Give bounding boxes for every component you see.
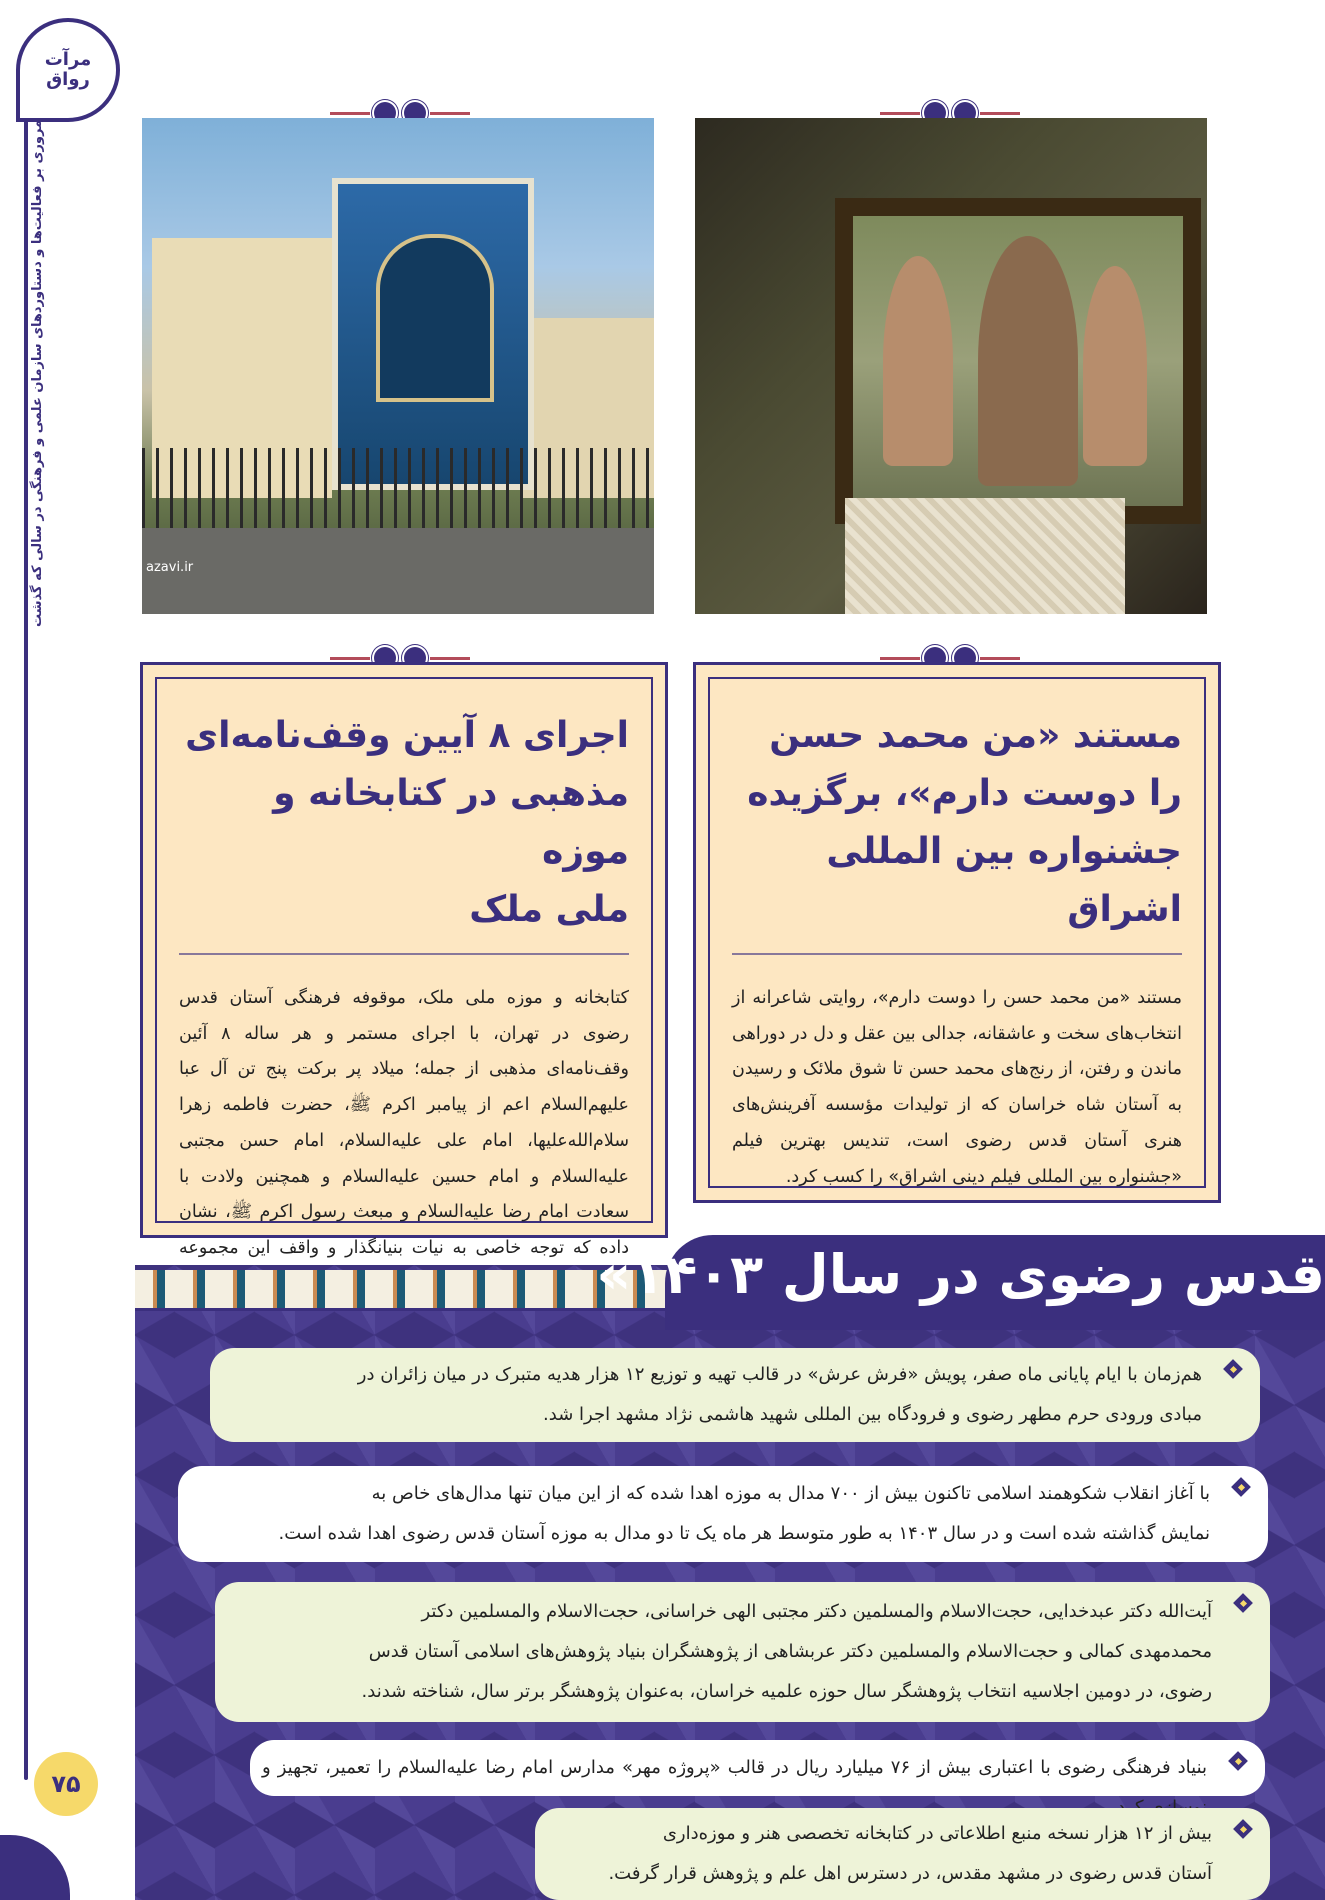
photo-documentary-portrait	[695, 118, 1207, 614]
item-line: نمایش گذاشته شده است و در سال ۱۴۰۳ به طور متوسط هر ماه یک تا دو مدال به موزه آستان قدس رضوی اهدا شده است.	[278, 1523, 1210, 1544]
item-text	[237, 1592, 1212, 1712]
article-card-documentary	[693, 662, 1221, 1203]
body-line: حسن تا شوق ملائک و رسیدن به آستان شاه خراسان	[732, 1059, 1183, 1116]
page-margin	[0, 0, 92, 1900]
highlight-item	[250, 1740, 1265, 1796]
photo-malek-library	[142, 118, 654, 614]
item-line: رضوی، در دومین اجلاسیه انتخاب پژوهشگر سال حوزه علمیه خراسان، به‌عنوان پژوهشگر برتر سال، شناخته شدند.	[361, 1681, 1212, 1702]
item-line: هم‌زمان با ایام پایانی ماه صفر، پویش «فرش عرش» در قالب تهیه و توزیع ۱۲ هزار هدیه متبرک در میان زائران در	[357, 1364, 1202, 1385]
item-line: آستان قدس رضوی در مشهد مقدس، در دسترس اهل علم و پژوهش قرار گرفت.	[608, 1863, 1212, 1884]
title-divider	[179, 953, 629, 955]
body-line: عقل و دل در دوراهی ماندن و رفتن، از رنج‌های محمد	[732, 1023, 1183, 1080]
title-line: را دوست دارم»، برگزیده	[747, 773, 1182, 814]
child-figure-right	[1083, 266, 1147, 466]
body-line: رضوی است، تندیس بهترین فیلم «جشنواره بین المللی	[732, 1130, 1182, 1187]
highlight-item	[178, 1466, 1268, 1562]
item-line: با آغاز انقلاب شکوهمند اسلامی تاکنون بیش از ۷۰۰ مدال به موزه اهدا شده که از این میان تنها مدال‌های خاص به	[371, 1483, 1210, 1504]
item-line: آیت‌الله دکتر عبدخدایی، حجت‌الاسلام والمسلمین دکتر مجتبی الهی خراسانی، حجت‌الاسلام والمسلمین دکتر	[421, 1601, 1212, 1622]
ornament-bullet-icon	[1232, 1596, 1256, 1612]
margin-line	[24, 100, 28, 1780]
highlight-item	[210, 1348, 1260, 1442]
body-line: و واقف این مجموعه	[179, 1237, 337, 1258]
body-line: آئین وقف‌نامه‌ای مذهبی از جمله؛ میلاد پر برکت پنج	[179, 1023, 629, 1080]
street	[142, 528, 654, 614]
photo-credit: azavi.ir	[146, 560, 194, 575]
body-line: علیه‌السلام و همچنین ولادت با سعادت امام رضا علیه‌السلام و مبعث رسول	[179, 1166, 629, 1223]
body-line: که از تولیدات مؤسسه آفرینش‌های هنری آستان قدس	[732, 1095, 1182, 1151]
ornament-bullet-icon	[1230, 1480, 1254, 1496]
article-inner-frame	[155, 677, 653, 1258]
title-line: مذهبی در کتابخانه و موزه	[273, 773, 629, 872]
item-line: بنیاد فرهنگی رضوی با اعتباری بیش از ۷۶ میلیارد ریال در قالب «پروژه مهر» مدارس امام رضا علیه‌السلام را تعمیر، تجهیز و	[262, 1757, 1208, 1778]
logo-text: مرآت رواق	[44, 49, 92, 90]
iron-fence	[142, 448, 654, 528]
article-title	[179, 707, 629, 939]
picture-frame	[835, 198, 1201, 524]
body-line: زهرا سلام‌الله‌علیها، امام علی علیه‌السلام، امام حسن مجتبی علیه‌السلام و امام حسین	[179, 1095, 629, 1187]
child-figure-left	[883, 256, 953, 466]
ornament-bullet-icon	[1227, 1754, 1251, 1770]
highlight-item	[535, 1808, 1270, 1900]
section-title: قدس رضوی در سال ۱۴۰۳»	[596, 1243, 1325, 1306]
ornament-bullet-icon	[1222, 1362, 1246, 1378]
portal-arch	[376, 234, 494, 402]
item-text	[227, 1355, 1202, 1435]
lace-cloth	[845, 498, 1125, 614]
body-line: مستند «من محمد حسن را دوست دارم»، روایتی	[818, 988, 1182, 1008]
title-divider	[732, 953, 1182, 955]
title-line: مستند «من محمد حسن	[769, 715, 1182, 756]
highlight-item	[215, 1582, 1270, 1722]
item-line: بیش از ۱۲ هزار نسخه منبع اطلاعاتی در کتابخانه تخصصی هنر و موزه‌داری	[662, 1823, 1212, 1844]
magazine-logo	[16, 18, 120, 122]
tile-border	[135, 1270, 675, 1311]
article-body	[179, 981, 629, 1302]
body-line: شاعرانه از انتخاب‌های سخت و عاشقانه، جدالی بین	[732, 988, 1182, 1044]
item-line: محمدمهدی کمالی و حجت‌الاسلام والمسلمین دکتر عربشاهی از پژوهشگران بنیاد پژوهش‌های اسلامی آستان قدس	[368, 1641, 1212, 1662]
tiled-portal	[332, 178, 534, 490]
man-figure	[978, 236, 1078, 486]
section-banner	[596, 1235, 1325, 1330]
article-card-malek	[140, 662, 668, 1258]
item-text	[200, 1474, 1210, 1554]
article-body	[732, 981, 1182, 1195]
article-title	[732, 707, 1182, 939]
running-title: مروری بر فعالیت‌ها و دستاوردهای سازمان علمی و فرهنگی در سالی که گذشت	[30, 120, 45, 628]
body-line: کتابخانه و موزه ملی ملک، موقوفه فرهنگی آستان	[229, 988, 629, 1008]
title-line: اجرای ۸ آیین وقف‌نامه‌ای	[185, 715, 629, 756]
body-line: تن آل عبا علیهم‌السلام اعم از پیامبر اکرم ﷺ، حضرت فاطمه	[179, 1059, 629, 1116]
corner-decoration	[0, 1835, 70, 1900]
item-text	[552, 1814, 1212, 1894]
ornament-bullet-icon	[1232, 1822, 1256, 1838]
body-line: قدس رضوی در تهران، با اجرای مستمر و هر ساله ۸	[179, 988, 629, 1044]
title-line: جشنواره بین المللی اشراق	[826, 831, 1182, 930]
title-line: ملی ملک	[469, 889, 629, 930]
body-line: فیلم دینی اشراق» را کسب کرد.	[785, 1166, 1022, 1187]
item-line: مبادی ورودی حرم مطهر رضوی و فرودگاه بین المللی شهید هاشمی نژاد مشهد اجرا شد.	[543, 1404, 1202, 1425]
article-inner-frame	[708, 677, 1206, 1188]
page-number: ۷۵	[34, 1752, 98, 1816]
body-line: اکرم ﷺ، نشان داده که توجه خاصی به نیات بنیانگذار	[179, 1202, 629, 1258]
